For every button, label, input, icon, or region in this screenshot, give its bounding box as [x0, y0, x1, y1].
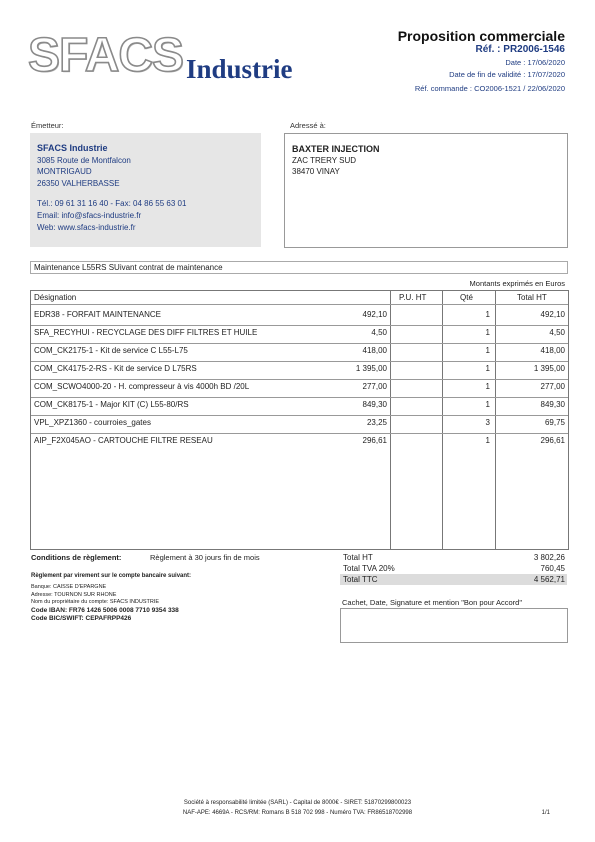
cell-unit-price: 849,30 [362, 400, 387, 409]
total-tva-label: Total TVA 20% [343, 564, 395, 573]
header-total: Total HT [517, 293, 547, 302]
cell-total: 418,00 [540, 346, 565, 355]
emitter-name: SFACS Industrie [37, 143, 108, 153]
document-date: Date : 17/06/2020 [505, 58, 565, 67]
bank-name: Banque: CAISSE D'EPARGNE [31, 584, 107, 590]
header-unit-price: P.U. HT [399, 293, 427, 302]
cell-qty: 1 [485, 364, 490, 373]
emitter-box [30, 133, 261, 247]
page-number: 1/1 [541, 810, 550, 816]
total-ttc-row [340, 574, 567, 585]
emitter-address-2: MONTRIGAUD [37, 167, 92, 176]
total-ttc-label: Total TTC [343, 575, 378, 584]
table-row [31, 306, 568, 324]
cell-qty: 1 [485, 436, 490, 445]
subject-line [30, 261, 568, 274]
cell-total: 4,50 [549, 328, 565, 337]
document-title: Proposition commerciale [397, 28, 565, 44]
cell-total: 849,30 [540, 400, 565, 409]
recipient-label: Adressé à: [290, 121, 326, 130]
account-owner: Nom du propriétaire du compte: SFACS INDUSTRIE [31, 599, 160, 605]
cell-unit-price: 418,00 [362, 346, 387, 355]
cell-designation: AIP_F2X045AO - CARTOUCHE FILTRE RESEAU [34, 436, 213, 445]
emitter-address-3: 26350 VALHERBASSE [37, 179, 120, 188]
cell-qty: 1 [485, 328, 490, 337]
total-ht-label: Total HT [343, 553, 373, 562]
cell-qty: 1 [485, 382, 490, 391]
recipient-name: BAXTER INJECTION [292, 144, 380, 154]
cell-designation: COM_CK8175-1 - Major KIT (C) L55-80/RS [34, 400, 189, 409]
emitter-label: Émetteur: [31, 121, 64, 130]
cell-qty: 1 [485, 346, 490, 355]
cell-qty: 3 [485, 418, 490, 427]
logo-suffix: Industrie [186, 54, 293, 84]
conditions-value: Règlement à 30 jours fin de mois [150, 553, 260, 562]
recipient-box [284, 133, 568, 248]
cell-total: 69,75 [544, 418, 565, 427]
emitter-email: Email: info@sfacs-industrie.fr [37, 211, 142, 220]
total-ht-value: 3 802,26 [533, 553, 565, 562]
header-qty: Qté [460, 293, 473, 302]
transfer-label: Règlement par virement sur le compte bancaire suivant: [31, 573, 192, 579]
subject-text: Maintenance L55RS SUivant contrat de maintenance [34, 263, 223, 272]
cell-designation: COM_CK4175-2-RS - Kit de service D L75RS [34, 364, 197, 373]
order-ref: Réf. commande : CO2006-1521 / 22/06/2020 [414, 84, 565, 93]
signature-label: Cachet, Date, Signature et mention "Bon pour Accord" [342, 598, 523, 607]
table-row [31, 414, 568, 432]
recipient-address-2: 38470 VINAY [292, 167, 340, 176]
header-divider [31, 304, 568, 305]
cell-total: 492,10 [540, 310, 565, 319]
table-row [31, 432, 568, 450]
table-row [31, 324, 568, 342]
bank-address: Adresse: TOURNON SUR RHONE [31, 592, 117, 598]
cell-designation: COM_CK2175-1 - Kit de service C L55-L75 [34, 346, 188, 355]
emitter-address-1: 3085 Route de Montfalcon [37, 156, 131, 165]
recipient-address-1: ZAC TRERY SUD [292, 156, 357, 165]
cell-unit-price: 1 395,00 [355, 364, 387, 373]
cell-unit-price: 4,50 [371, 328, 387, 337]
cell-designation: SFA_RECYHUI - RECYCLAGE DES DIFF FILTRES ET HUILE [34, 328, 258, 337]
emitter-web: Web: www.sfacs-industrie.fr [37, 223, 136, 232]
cell-designation: VPL_XPZ1360 - courroies_gates [34, 418, 151, 427]
company-logo [28, 29, 318, 86]
bic: Code BIC/SWIFT: CEPAFRPP426 [31, 615, 132, 622]
cell-total: 277,00 [540, 382, 565, 391]
cell-designation: EDR38 - FORFAIT MAINTENANCE [34, 310, 161, 319]
cell-qty: 1 [485, 310, 490, 319]
cell-unit-price: 23,25 [366, 418, 387, 427]
table-row [31, 360, 568, 378]
cell-unit-price: 492,10 [362, 310, 387, 319]
signature-box [340, 608, 568, 643]
emitter-phone: Tél.: 09 61 31 16 40 - Fax: 04 86 55 63 01 [37, 199, 187, 208]
table-row [31, 396, 568, 414]
table-row [31, 342, 568, 360]
footer-legal-1: Société à responsabilité limitée (SARL) - Capital de 8000€ - SIRET: 51870299800023 [183, 800, 412, 806]
total-ttc-value: 4 562,71 [533, 575, 565, 584]
logo-brand: SFACS [28, 29, 184, 82]
cell-unit-price: 296,61 [362, 436, 387, 445]
total-ht-row [340, 552, 567, 563]
table-row [31, 378, 568, 396]
cell-total: 296,61 [540, 436, 565, 445]
cell-qty: 1 [485, 400, 490, 409]
validity-date: Date de fin de validité : 17/07/2020 [449, 70, 565, 79]
currency-note: Montants exprimés en Euros [469, 279, 565, 288]
items-table [30, 290, 569, 550]
header-designation: Désignation [34, 293, 77, 302]
cell-unit-price: 277,00 [362, 382, 387, 391]
cell-designation: COM_SCWO4000-20 - H. compresseur à vis 4000h BD /20L [34, 382, 250, 391]
total-tva-row [340, 563, 567, 574]
conditions-label: Conditions de règlement: [31, 553, 122, 562]
cell-total: 1 395,00 [533, 364, 565, 373]
iban: Code IBAN: FR76 1426 5006 0008 7710 9354 338 [31, 607, 179, 614]
footer-legal-2: NAF-APE: 4669A - RCS/RM: Romans B 518 702 998 - Numéro TVA: FR86518702998 [182, 810, 413, 816]
document-ref: Réf. : PR2006-1546 [475, 44, 565, 55]
total-tva-value: 760,45 [540, 564, 565, 573]
